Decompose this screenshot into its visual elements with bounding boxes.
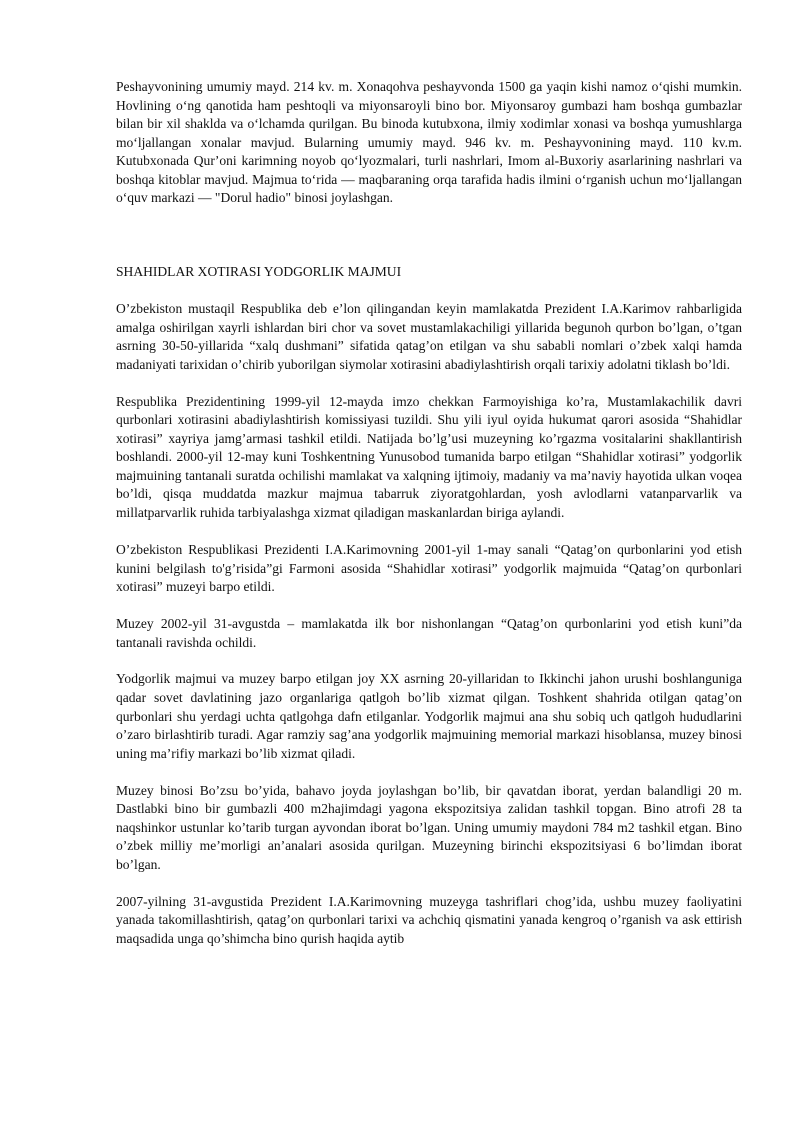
body-paragraph: Muzey binosi Bo’zsu bo’yida, bahavo joyda joylashgan bo’lib, bir qavatdan iborat, yerdan balandligi 20 m. Dastlabki bino bir gumbazli 400 m2hajimdagi yagona ekspozitsiya zalidan tashkil topgan. Bino atrofi 28 ta naqshinkor ustunlar ko’tarib turgan ayvondan iborat bo’lgan. Uning umumiy maydoni 784 m2 tashkil etgan. Bino o’zbek milliy me’morligi an’analari asosida qurilgan. Muzeyning birinchi ekspozitsiyasi 6 bo’limdan iborat bo’lgan. bbox=[116, 782, 742, 872]
body-paragraph: O’zbekiston mustaqil Respublika deb e’lon qilingandan keyin mamlakatda Prezident I.A.Karimov rahbarligida amalga oshirilgan xayrli ishlardan biri chor va sovet mustamlakachiligi yillarida begunoh qurbon bo’lgan, o’tgan asrning 30-50-yillarida “xalq dushmani” sifatida qatag’on etilgan va shu sababli nomlari o’zbek xalqi hamda madaniyati tarixidan o’chirib yuborilgan siymolar xotirasini abadiylashtirish orqali tarixiy adolatni tiklash bo’ldi. bbox=[116, 301, 742, 372]
body-paragraph: 2007-yilning 31-avgustida Prezident I.A.Karimovning muzeyga tashriflari chog’ida, ushbu muzey faoliyatini yanada takomillashtirish, qatag’on qurbonlari tarixi va achchiq qismatini yanada kengroq o’rganish va ask ettirish maqsadida unga qo’shimcha bino qurish haqida aytib bbox=[116, 893, 742, 946]
document-page bbox=[116, 78, 742, 948]
body-paragraph: Yodgorlik majmui va muzey barpo etilgan joy XX asrning 20-yillaridan to Ikkinchi jahon urushi boshlanguniga qadar sovet davlatining jazo organlariga qatlgoh bo’lib xizmat qilgan. Toshkent shahrida otilgan qatag’on qurbonlari shu yerdagi uchta qatlgohga dafn etilganlar. Yodgorlik majmui ana shu sobiq uch qatlgoh hududlarini o’zaro birlashtirib turadi. Agar ramziy sag’ana yodgorlik majmuining memorial markazi hisoblansa, muzey binosi uning ma’rifiy markazi bo’lib xizmat qiladi. bbox=[116, 671, 742, 761]
intro-paragraph: Peshayvonining umumiy mayd. 214 kv. m. Xonaqohva peshayvonda 1500 ga yaqin kishi namoz oʻqishi mumkin. Hovlining oʻng qanotida ham peshtoqli va miyonsaroyli bino bor. Miyonsaroy gumbazi ham boshqa gumbazlar bilan bir xil shaklda va oʻlchamda qurilgan. Bu binoda kutubxona, ilmiy xodimlar xonasi va boshqa yumushlarga moʻljallangan xonalar mavjud. Bularning umumiy mayd. 946 kv. m. Peshayvonining mayd. 110 kv.m. Kutubxonada Qurʼoni karimning noyob qoʻlyozmalari, turli nashrlari, Imom al-Buxoriy asarlarining nashrlari va boshqa kitoblar mavjud. Majmua toʻrida — maqbaraning orqa tarafida hadis ilmini oʻrganish uchun moʻljallangan oʻquv markazi — "Dorul hadio" binosi joylashgan. bbox=[116, 79, 742, 206]
body-paragraph: Respublika Prezidentining 1999-yil 12-mayda imzo chekkan Farmoyishiga ko’ra, Mustamlakachilik davri qurbonlari xotirasini abadiylashtirish komissiyasi tuzildi. Shu yili iyul oyida hukumat qarori asosida “Shahidlar xotirasi” xayriya jamg’armasi tashkil etildi. Natijada bo’lg’usi muzeyning ko’rgazma vositalarini shakllantirish boshlandi. 2000-yil 12-may kuni Toshkentning Yunusobod tumanida barpo etilgan “Shahidlar xotirasi” yodgorlik majmuining tantanali suratda ochilishi mamlakat va xalqning ijtimoiy, madaniy va ma’naviy hayotida ulkan voqea bo’ldi, qisqa muddatda mazkur majmua tabarruk ziyoratgohlardan, yosh avlodlarni vatanparvarlik va millatparvarlik ruhida tarbiyalashga xizmat qiladigan maskanlardan biriga aylandi. bbox=[116, 393, 742, 521]
body-paragraph: Muzey 2002-yil 31-avgustda – mamlakatda ilk bor nishonlangan “Qatag’on qurbonlarini yod etish kuni”da tantanali ravishda ochildi. bbox=[116, 615, 742, 650]
section-spacer bbox=[116, 226, 742, 263]
section-title: SHAHIDLAR XOTIRASI YODGORLIK MAJMUI bbox=[116, 264, 402, 280]
body-paragraph: O’zbekiston Respublikasi Prezidenti I.A.Karimovning 2001-yil 1-may sanali “Qatag’on qurbonlarini yod etish kunini belgilash to'g’risida”gi Farmoni asosida “Shahidlar xotirasi” yodgorlik majmuida “Qatag’on qurbonlari xotirasi” muzeyi barpo etildi. bbox=[116, 541, 742, 595]
